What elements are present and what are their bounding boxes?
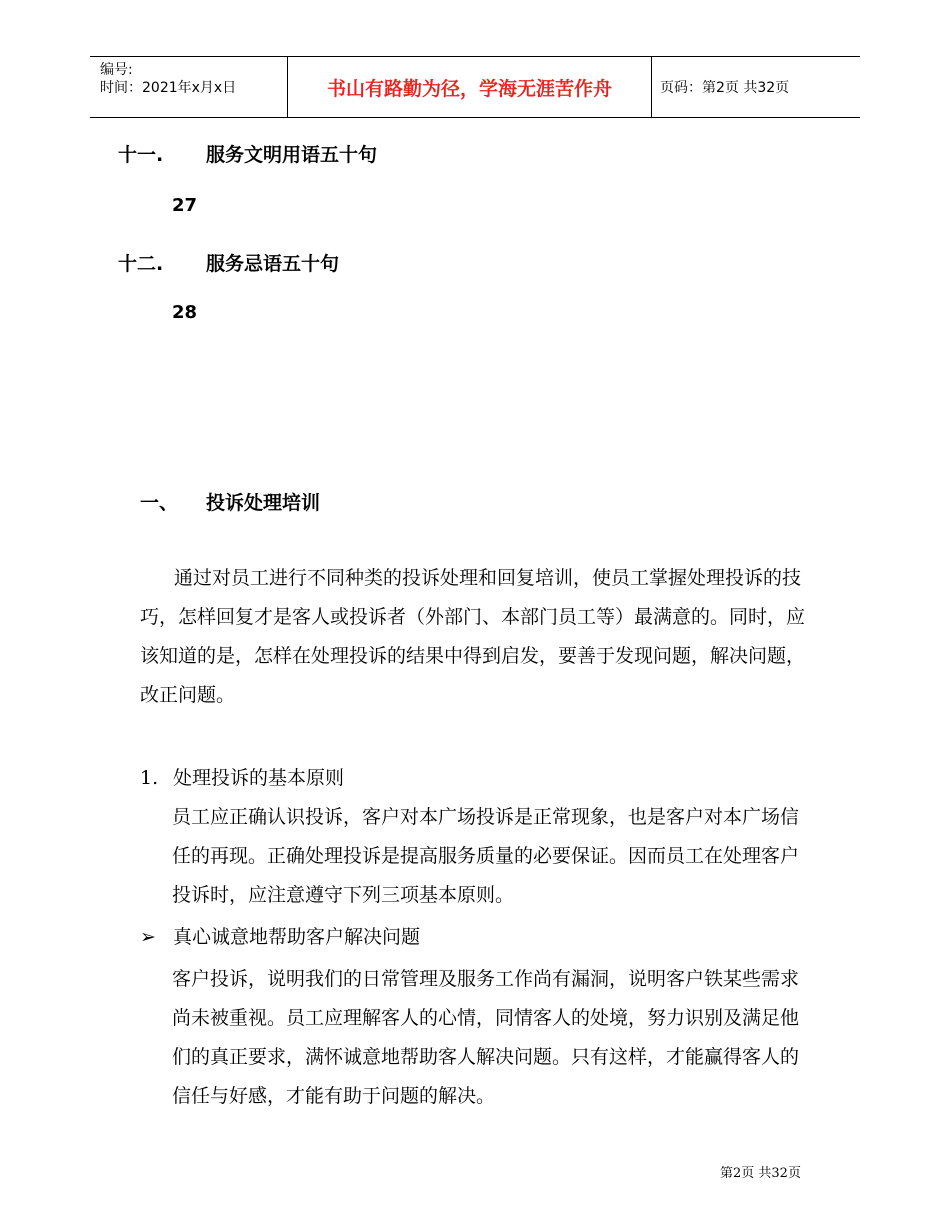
arrow-bullet-icon: ➢: [140, 926, 156, 948]
toc-page-12: 28: [172, 302, 198, 323]
page-footer: 第2页 共32页: [720, 1166, 801, 1181]
toc-number: 十二.: [118, 253, 164, 275]
section-heading: [140, 488, 320, 515]
code-label: 编号:: [100, 62, 133, 78]
item-heading-1: [140, 763, 344, 790]
header-page-label: 页码：第2页 共32页: [660, 80, 790, 96]
toc-page-11: 27: [172, 195, 198, 216]
intro-text: 通过对员工进行不同种类的投诉处理和回复培训，使员工掌握处理投诉的技巧，怎样回复才是客人或投诉者（外部门、本部门员工等）最满意的。同时，应该知道的是，怎样在处理投诉的结果中得到启发，要善于发现问题，解决问题，改正问题。: [140, 567, 806, 706]
toc-title: 服务忌语五十句: [206, 253, 340, 275]
page-header: [90, 56, 860, 118]
toc-entry-12[interactable]: [118, 249, 339, 276]
section-title: 投诉处理培训: [206, 492, 321, 514]
toc-number: 十一.: [118, 144, 164, 166]
section-number: 一、: [140, 492, 179, 514]
bullet-1-body: 客户投诉，说明我们的日常管理及服务工作尚有漏洞，说明客户铁某些需求尚未被重视。员工应理解客人的心情，同情客人的处境，努力识别及满足他们的真正要求，满怀诚意地帮助客人解决问题。只有这样，才能赢得客人的信任与好感，才能有助于问题的解决。: [172, 968, 800, 1107]
toc-title: 服务文明用语五十句: [206, 144, 378, 166]
header-motto: 书山有路勤为径，学海无涯苦作舟: [287, 57, 652, 117]
toc-entry-11[interactable]: [118, 140, 377, 167]
intro-paragraph: [140, 559, 812, 715]
time-label: 时间：2021年x月x日: [100, 80, 237, 96]
item-1-body: 员工应正确认识投诉，客户对本广场投诉是正常现象，也是客户对本广场信任的再现。正确处理投诉是提高服务质量的必要保证。因而员工在处理客户投诉时，应注意遵守下列三项基本原则。: [172, 806, 800, 906]
bullet-title: 真心诚意地帮助客户解决问题: [173, 926, 421, 948]
bullet-heading-1: [140, 922, 420, 949]
item-number: 1.: [140, 767, 159, 789]
header-meta: [90, 57, 287, 117]
item-title: 处理投诉的基本原则: [173, 767, 345, 789]
